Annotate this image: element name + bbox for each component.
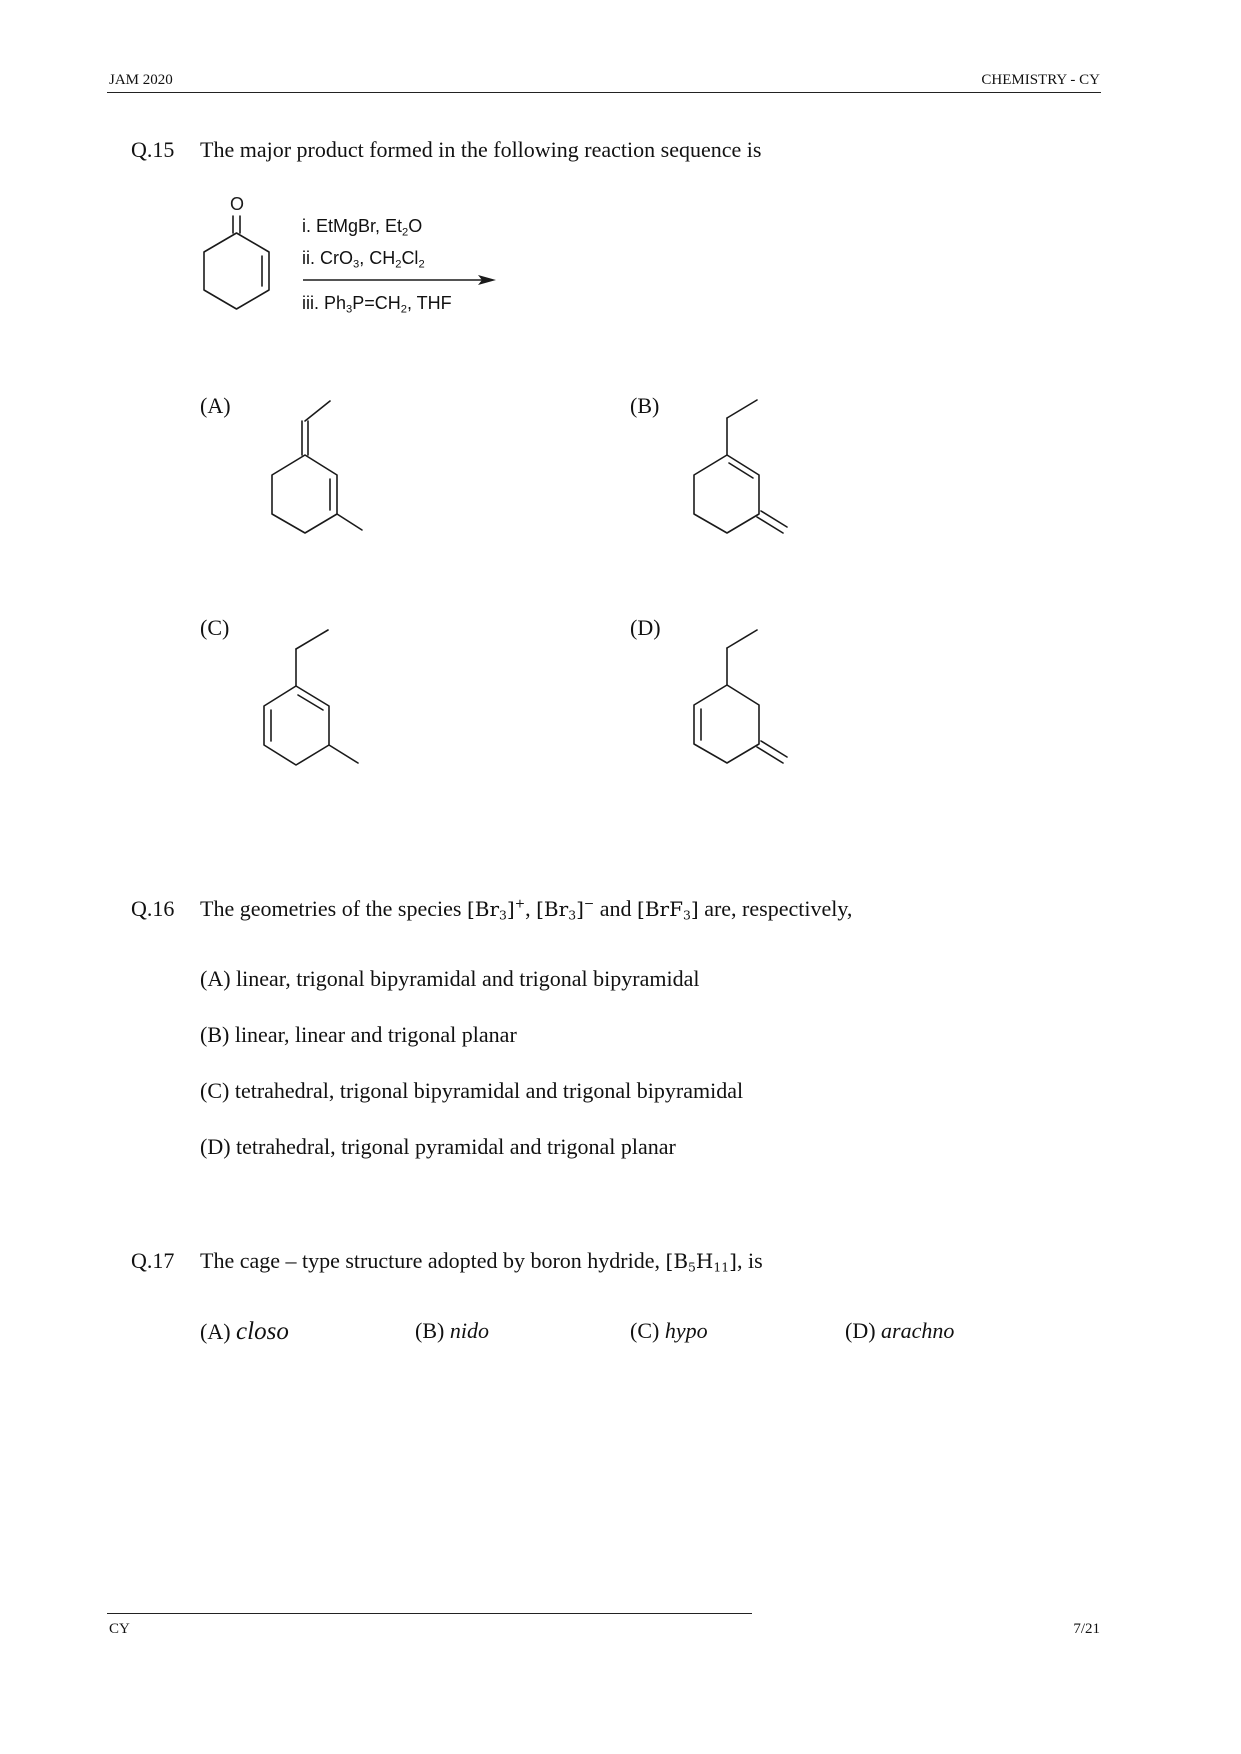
q15-option-a-structure[interactable]	[250, 390, 370, 540]
q15-option-b-structure[interactable]	[675, 390, 795, 540]
q15-option-c-structure[interactable]	[250, 620, 370, 775]
footer-page-number: 7/21	[1073, 1621, 1100, 1637]
footer-left: CY	[109, 1621, 130, 1637]
q16-option-b[interactable]: (B) linear, linear and trigonal planar	[200, 1022, 517, 1047]
q16-option-a[interactable]: (A) linear, trigonal bipyramidal and trigonal bipyramidal	[200, 966, 700, 991]
q17-option-a[interactable]: (A) closo	[200, 1318, 289, 1345]
header-right: CHEMISTRY - CY	[981, 72, 1100, 88]
q17-option-c[interactable]: (C) hypo	[630, 1318, 708, 1343]
q15-reagent-step3: iii. $Ph_3P=CH_2$, THF	[302, 293, 452, 316]
q15-text: The major product formed in the following reaction sequence is	[200, 137, 762, 162]
q17-option-d[interactable]: (D) arachno	[845, 1318, 955, 1343]
q17-number: Q.17	[131, 1248, 175, 1273]
footer-rule	[107, 1613, 752, 1614]
q15-reactant-structure	[190, 188, 280, 328]
q15-reagent-step2: ii. CrO$_3$, $CH_2Cl_2$	[302, 248, 425, 271]
q15-reagent-step1: i. EtMgBr, $Et_2O$	[302, 216, 423, 239]
q17-option-b[interactable]: (B) nido	[415, 1318, 489, 1343]
q16-text: The geometries of the species $[Br_3]^+$, $[Br_3]^-$ and [BrF$_3$] are, respectively,	[200, 895, 853, 923]
q16-option-d[interactable]: (D) tetrahedral, trigonal pyramidal and trigonal planar	[200, 1134, 676, 1159]
q17-text: The cage – type structure adopted by boron hydride, $[B_5H_{11}]$, is	[200, 1248, 763, 1275]
q15-number: Q.15	[131, 137, 175, 162]
q15-option-c-label[interactable]: (C)	[200, 615, 230, 640]
header-rule	[107, 92, 1101, 93]
reactant-oxygen-label: O	[229, 194, 245, 214]
header-left: JAM 2020	[109, 72, 173, 88]
q15-reaction-arrow	[302, 272, 498, 288]
q15-option-d-structure[interactable]	[675, 620, 795, 775]
q15-option-a-label[interactable]: (A)	[200, 393, 231, 418]
q16-number: Q.16	[131, 896, 175, 921]
q15-option-d-label[interactable]: (D)	[630, 615, 661, 640]
q15-option-b-label[interactable]: (B)	[630, 393, 660, 418]
q16-option-c[interactable]: (C) tetrahedral, trigonal bipyramidal and trigonal bipyramidal	[200, 1078, 744, 1103]
